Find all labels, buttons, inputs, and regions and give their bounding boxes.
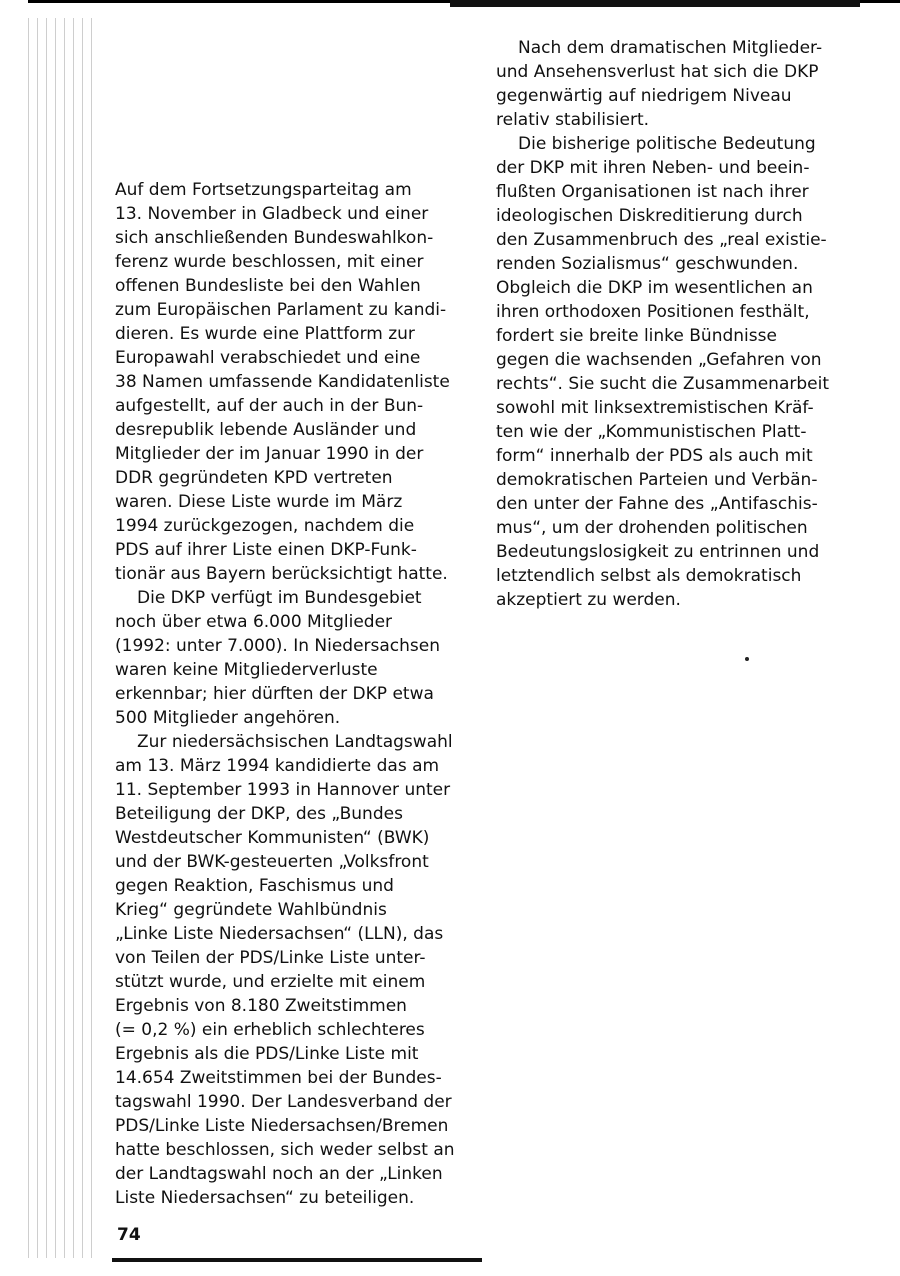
paragraph-right-1: Nach dem dramatischen Mitglieder- und Ansehensverlust hat sich die DKP gegenwärtig auf niedrigem Niveau relativ stabilisiert. xyxy=(496,38,823,130)
paragraph-left-1: Auf dem Fortsetzungsparteitag am 13. November in Gladbeck und einer sich anschließenden Bundeswahlkon- ferenz wurde beschlossen, mit einer offenen Bundesliste bei den Wahlen zum Europäischen Parlament zu kandi- dieren. Es wurde eine Plattform zur Europawahl verabschiedet und eine 38 Namen umfassende Kandidatenliste aufgestellt, auf der auch in der Bun- desrepublik lebende Ausländer und Mitglieder der im Januar 1990 in der DDR gegründeten KPD vertreten waren. Diese Liste wurde im März 1994 zurückgezogen, nachdem die PDS auf ihrer Liste einen DKP-Funk- tionär aus Bayern berücksichtigt hatte. xyxy=(115,180,450,584)
scan-speck xyxy=(745,657,749,661)
top-rule-thick xyxy=(450,0,860,7)
paragraph-right-2: Die bisherige politische Bedeutung der DKP mit ihren Neben- und beein- flußten Organisationen ist nach ihrer ideologischen Diskreditierung durch den Zusammenbruch des „real existie- renden Sozialismus“ geschwunden. Obgleich die DKP im wesentlichen an ihren orthodoxen Positionen festhält, fordert sie breite linke Bündnisse gegen die wachsenden „Gefahren von rechts“. Sie sucht die Zusammenarbeit sowohl mit linksextremistischen Kräf- ten wie der „Kommunistischen Platt- form“ innerhalb der PDS als auch mit demokratischen Parteien und Verbän- den unter der Fahne des „Antifaschis- mus“, um der drohenden politischen Bedeutungslosigkeit zu entrinnen und letztendlich selbst als demokratisch akzeptiert zu werden. xyxy=(496,134,830,610)
right-column xyxy=(496,36,836,612)
scanned-binding-edge xyxy=(28,18,98,1258)
page-number: 74 xyxy=(117,1225,141,1245)
bottom-rule xyxy=(112,1258,482,1262)
paragraph-left-2: Die DKP verfügt im Bundesgebiet noch über etwa 6.000 Mitglieder (1992: unter 7.000). In Niedersachsen waren keine Mitgliederverluste erkennbar; hier dürften der DKP etwa 500 Mitglieder angehören. xyxy=(115,588,441,728)
paragraph-left-3: Zur niedersächsischen Landtagswahl am 13. März 1994 kandidierte das am 11. September 1993 in Hannover unter Beteiligung der DKP, des „Bundes Westdeutscher Kommunisten“ (BWK) und der BWK-gesteuerten „Volksfront gegen Reaktion, Faschismus und Krieg“ gegründete Wahlbündnis „Linke Liste Niedersachsen“ (LLN), das von Teilen der PDS/Linke Liste unter- stützt wurde, und erzielte mit einem Ergebnis von 8.180 Zweitstimmen (= 0,2 %) ein erheblich schlechteres Ergebnis als die PDS/Linke Liste mit 14.654 Zweitstimmen bei der Bundes- tagswahl 1990. Der Landesverband der PDS/Linke Liste Niedersachsen/Bremen hatte beschlossen, sich weder selbst an der Landtagswahl noch an der „Linken Liste Niedersachsen“ zu beteiligen. xyxy=(115,732,455,1208)
left-column xyxy=(115,178,467,1210)
